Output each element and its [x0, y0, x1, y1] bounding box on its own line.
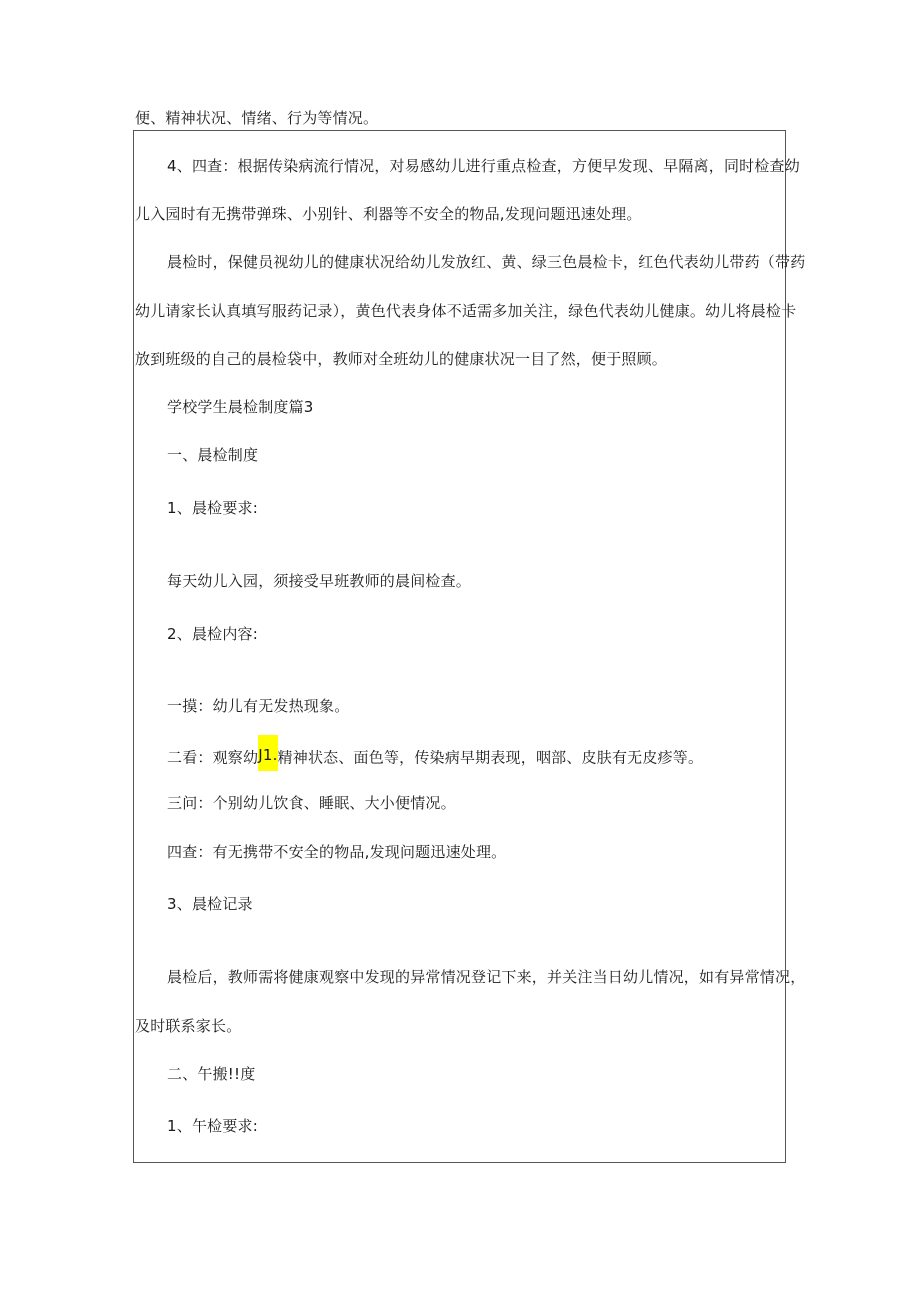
item-look-before: 二看：观察幼 [167, 748, 259, 767]
heading-content: 2、晨检内容: [167, 625, 258, 643]
content-frame [133, 130, 786, 1163]
heading-noon-requirements: 1、午检要求: [167, 1117, 258, 1135]
section-title: 学校学生晨检制度篇3 [167, 398, 314, 416]
item-look [167, 745, 703, 771]
heading-morning-check: 一、晨检制度 [167, 446, 259, 464]
para-4-line2: 儿入园时有无携带弹珠、小别针、利器等不安全的物品,发现问题迅速处理。 [135, 205, 642, 223]
heading-noon-check: 二、午搬!!度 [167, 1065, 256, 1083]
para-4-line1: 4、四查：根据传染病流行情况，对易感幼儿进行重点检查，方便早发现、早隔离，同时检查幼 [167, 157, 800, 175]
heading-record: 3、晨检记录 [167, 895, 253, 913]
prev-line: 便、精神状况、情绪、行为等情况。 [135, 109, 379, 127]
item-check: 四查：有无携带不安全的物品,发现问题迅速处理。 [167, 843, 507, 861]
highlighted-text: J1. [258, 735, 277, 771]
para-card-line1: 晨检时，保健员视幼儿的健康状况给幼儿发放红、黄、绿三色晨检卡，红色代表幼儿带药（带药 [167, 253, 806, 271]
item-ask: 三问：个别幼儿饮食、睡眠、大小便情况。 [167, 794, 456, 812]
para-card-line2: 幼儿请家长认真填写服药记录），黄色代表身体不适需多加关注，绿色代表幼儿健康。幼儿将晨检卡 [135, 302, 797, 320]
item-look-after: 精神状态、面色等，传染病早期表现，咽部、皮肤有无皮疹等。 [277, 748, 704, 767]
para-card-line3: 放到班级的自己的晨检袋中，教师对全班幼儿的健康状况一目了然，便于照顾。 [135, 350, 668, 368]
item-touch: 一摸：幼儿有无发热现象。 [167, 697, 350, 715]
record-line2: 及时联系家长。 [135, 1017, 242, 1035]
heading-requirements: 1、晨检要求: [167, 499, 258, 517]
requirement-text: 每天幼儿入园，须接受早班教师的晨间检查。 [167, 572, 472, 590]
record-line1: 晨检后，教师需将健康观察中发现的异常情况登记下来，并关注当日幼儿情况，如有异常情况， [167, 968, 806, 986]
